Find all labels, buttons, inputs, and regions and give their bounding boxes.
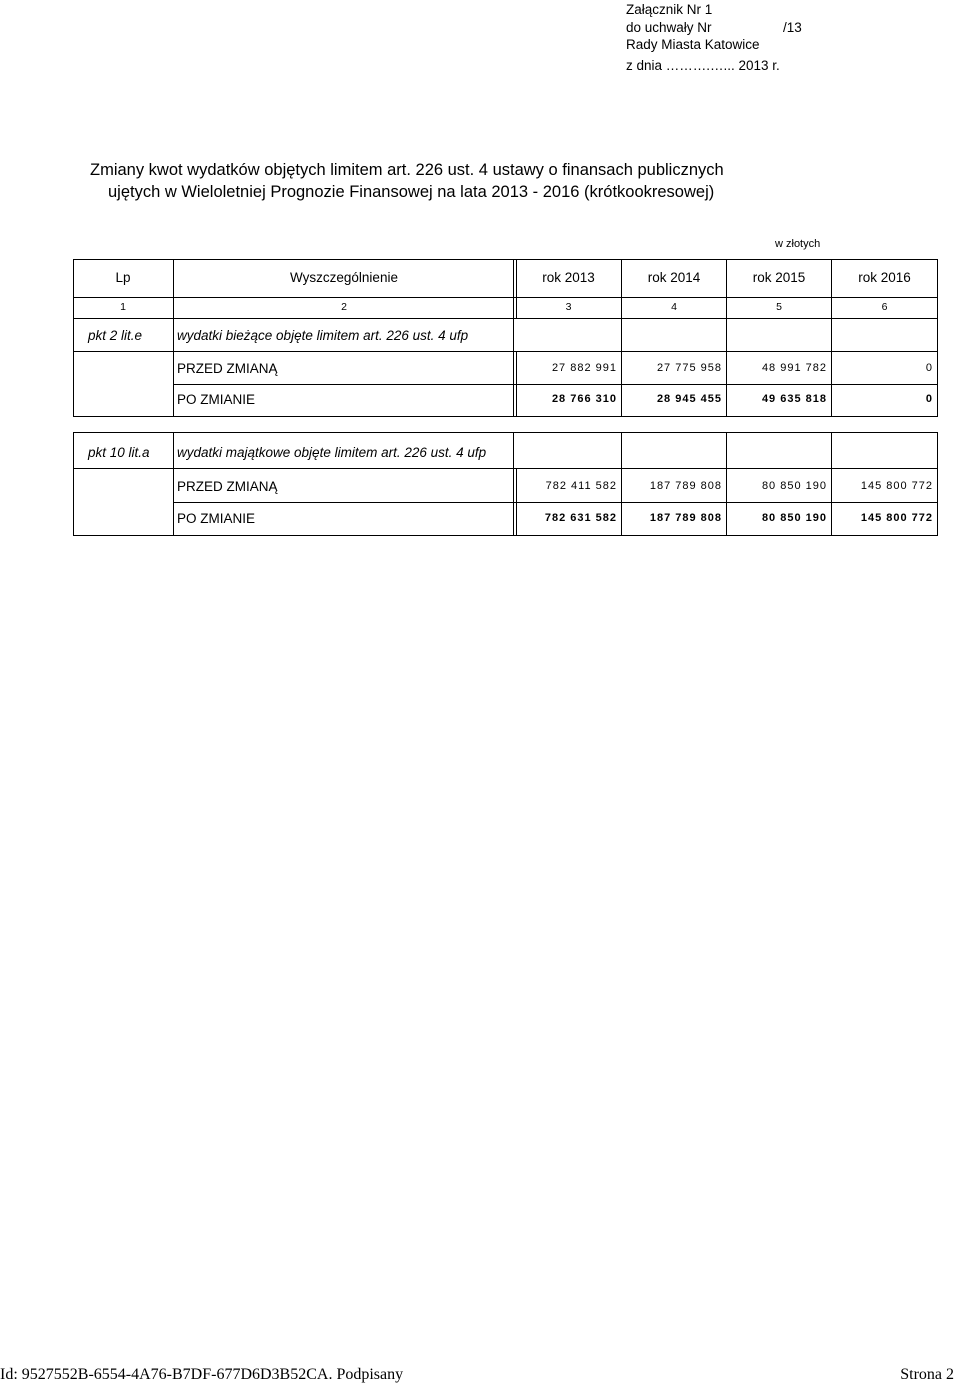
- value-2014: 27 775 958: [656, 362, 722, 374]
- row-label: PO ZMIANIE: [177, 511, 256, 526]
- value-2013: 782 411 582: [545, 480, 617, 492]
- value-2016: 145 800 772: [860, 512, 933, 524]
- column-number: 1: [120, 301, 126, 313]
- council-name: Rady Miasta Katowice: [626, 37, 760, 52]
- column-header-2013: rok 2013: [542, 270, 595, 285]
- column-header-description: Wyszczególnienie: [290, 270, 398, 285]
- attachment-number: Załącznik Nr 1: [626, 2, 713, 17]
- footer-document-id: Id: 9527552B-6554-4A76-B7DF-677D6D3B52CA. Podpisany: [0, 1366, 404, 1383]
- column-number: 5: [776, 301, 782, 313]
- value-2016: 0: [925, 393, 933, 405]
- row-label: PRZED ZMIANĄ: [177, 479, 278, 494]
- section-description: wydatki bieżące objęte limitem art. 226 ust. 4 ufp: [177, 328, 469, 343]
- column-number: 6: [881, 301, 888, 313]
- resolution-number-label: do uchwały Nr: [626, 20, 712, 35]
- section-lp: pkt 2 lit.e: [88, 328, 143, 343]
- value-2013: 782 631 582: [544, 512, 617, 524]
- document-title-line1: Zmiany kwot wydatków objętych limitem art. 226 ust. 4 ustawy o finansach publicznych: [90, 161, 724, 179]
- footer-page-number: Strona 2: [900, 1366, 954, 1383]
- value-2014: 187 789 808: [649, 480, 722, 492]
- value-2016: 145 800 772: [860, 480, 933, 492]
- column-number: 2: [341, 301, 347, 313]
- row-label: PO ZMIANIE: [177, 392, 256, 407]
- section-lp: pkt 10 lit.a: [88, 445, 150, 460]
- column-number: 3: [565, 301, 572, 313]
- value-2014: 28 945 455: [656, 393, 722, 405]
- section-description: wydatki majątkowe objęte limitem art. 226 ust. 4 ufp: [177, 445, 487, 460]
- value-2013: 28 766 310: [551, 393, 617, 405]
- row-label: PRZED ZMIANĄ: [177, 361, 278, 376]
- column-header-2015: rok 2015: [752, 270, 806, 285]
- column-header-2014: rok 2014: [647, 270, 701, 285]
- column-number: 4: [671, 301, 677, 313]
- resolution-number-suffix: /13: [783, 20, 802, 35]
- value-2015: 80 850 190: [761, 512, 827, 524]
- value-2014: 187 789 808: [649, 512, 722, 524]
- value-2016: 0: [925, 362, 933, 374]
- resolution-date: z dnia ……….…... 2013 r.: [626, 58, 780, 73]
- column-header-2016: rok 2016: [858, 270, 911, 285]
- value-2015: 49 635 818: [761, 393, 827, 405]
- document-title-line2: ujętych w Wieloletniej Prognozie Finansowej na lata 2013 - 2016 (krótkookresowej): [108, 183, 715, 201]
- value-2013: 27 882 991: [551, 362, 617, 374]
- column-header-lp: Lp: [115, 270, 131, 285]
- value-2015: 80 850 190: [761, 480, 827, 492]
- unit-note: w złotych: [775, 238, 821, 250]
- value-2015: 48 991 782: [761, 362, 827, 374]
